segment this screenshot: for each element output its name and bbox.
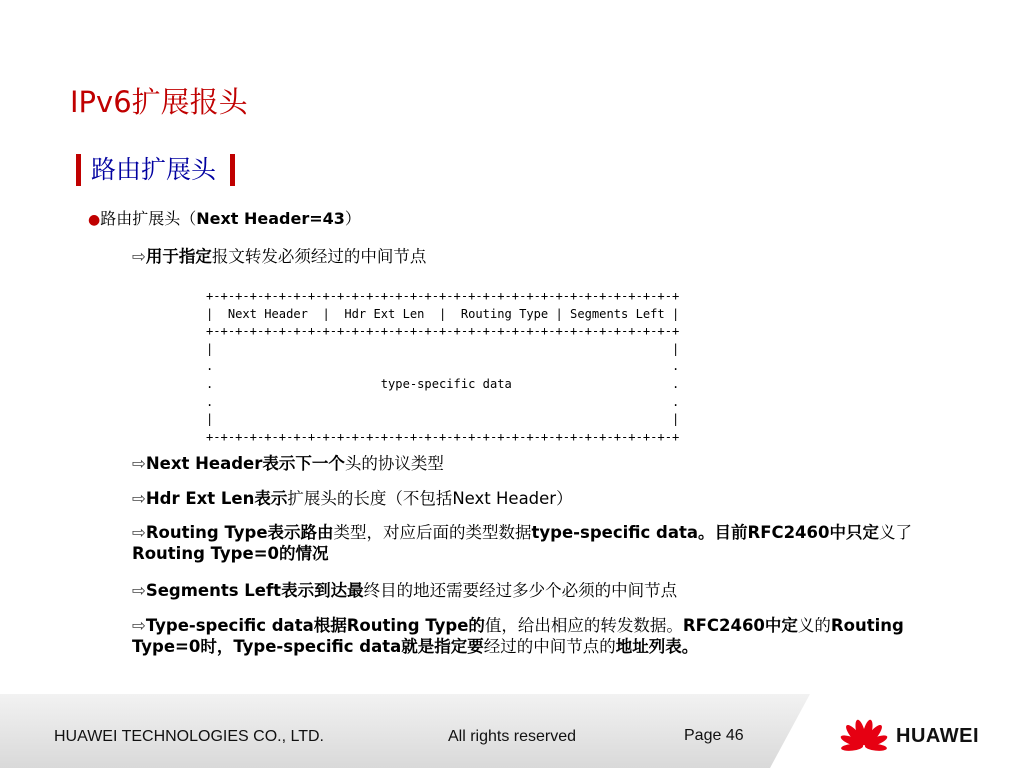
point-text: 头的协议类型 (344, 454, 444, 473)
arrow-icon: ⇨ (132, 454, 146, 473)
section-heading-text: 路由扩展头 (91, 155, 217, 184)
sub-point-routing-type (132, 522, 962, 564)
diagram-side-1: | | (206, 341, 680, 356)
diagram-border-mid: +-+-+-+-+-+-+-+-+-+-+-+-+-+-+-+-+-+-+-+-+-+-+-+-+-+-+-+-+-+-+-+-+ (206, 324, 680, 339)
arrow-icon: ⇨ (132, 523, 146, 542)
arrow-icon: ⇨ (132, 616, 146, 635)
slide-title: IPv6扩展报头 (70, 85, 248, 119)
point-bold: Routing Type=0的情况 (132, 544, 329, 563)
point-bold: 用于指定 (145, 247, 212, 266)
point-bold: 地址列表。 (615, 637, 699, 656)
arrow-icon: ⇨ (132, 489, 146, 508)
heading-left-bar (76, 154, 81, 186)
sub-point-hdr-ext-len (132, 488, 962, 509)
point-bold: Type-specific data根据Routing Type的 (145, 616, 485, 635)
main-bullet (88, 208, 361, 231)
point-text: 值，给出相应的转发数据。 (484, 616, 683, 635)
point-text: 义的 (797, 616, 831, 635)
logo-text: HUAWEI (896, 724, 979, 747)
point-bold: Routing Type=0时，Type-specific data就是指定要 (132, 616, 904, 656)
point-text: 类型，对应后面的类型数据 (333, 523, 532, 542)
point-text: 终目的地还需要经过多少个必须的中间节点 (363, 581, 678, 600)
routing-header-diagram (206, 288, 679, 446)
sub-point-type-specific-data (132, 615, 962, 657)
bullet-bold: Next Header=43 (196, 209, 345, 228)
point-bold: Next Header表示下一个 (145, 454, 345, 473)
footer-rights: All rights reserved (448, 728, 577, 745)
point-text: 经过的中间节点的 (483, 637, 616, 656)
page-number: Page 46 (684, 727, 744, 744)
bullet-prefix: 路由扩展头（ (100, 209, 197, 228)
heading-right-bar (230, 154, 235, 186)
section-heading (76, 152, 235, 188)
bullet-dot-icon: ● (88, 212, 101, 228)
diagram-side-3: . . (206, 394, 680, 409)
diagram-side-4: | | (206, 412, 680, 427)
point-text: 义了 (879, 523, 912, 542)
arrow-icon: ⇨ (132, 581, 146, 600)
point-bold: Routing Type表示路由 (145, 523, 334, 542)
point-bold: Segments Left表示到达最 (145, 581, 364, 600)
point-bold: RFC2460中定 (682, 616, 798, 635)
diagram-border-bottom: +-+-+-+-+-+-+-+-+-+-+-+-+-+-+-+-+-+-+-+-+-+-+-+-+-+-+-+-+-+-+-+-+ (206, 429, 680, 444)
diagram-side-2: . . (206, 359, 680, 374)
diagram-border-top: +-+-+-+-+-+-+-+-+-+-+-+-+-+-+-+-+-+-+-+-+-+-+-+-+-+-+-+-+-+-+-+-+ (206, 289, 680, 303)
bullet-suffix: ） (344, 209, 361, 228)
arrow-icon: ⇨ (132, 247, 146, 266)
diagram-data-row: . type-specific data . (206, 376, 680, 391)
diagram-fields-row: | Next Header | Hdr Ext Len | Routing Type | Segments Left | (206, 306, 680, 321)
point-text: 扩展头的长度（不包括Next Header） (287, 489, 573, 508)
point-text: 报文转发必须经过的中间节点 (211, 247, 427, 266)
sub-point-purpose (132, 246, 962, 267)
point-bold: type-specific data。目前RFC2460中只定 (531, 523, 879, 542)
footer-company: HUAWEI TECHNOLOGIES CO., LTD. (54, 728, 324, 745)
sub-point-next-header (132, 453, 962, 474)
point-bold: Hdr Ext Len表示 (145, 489, 288, 508)
huawei-flower-icon (838, 716, 890, 756)
huawei-logo (838, 716, 979, 756)
sub-point-segments-left (132, 580, 962, 601)
